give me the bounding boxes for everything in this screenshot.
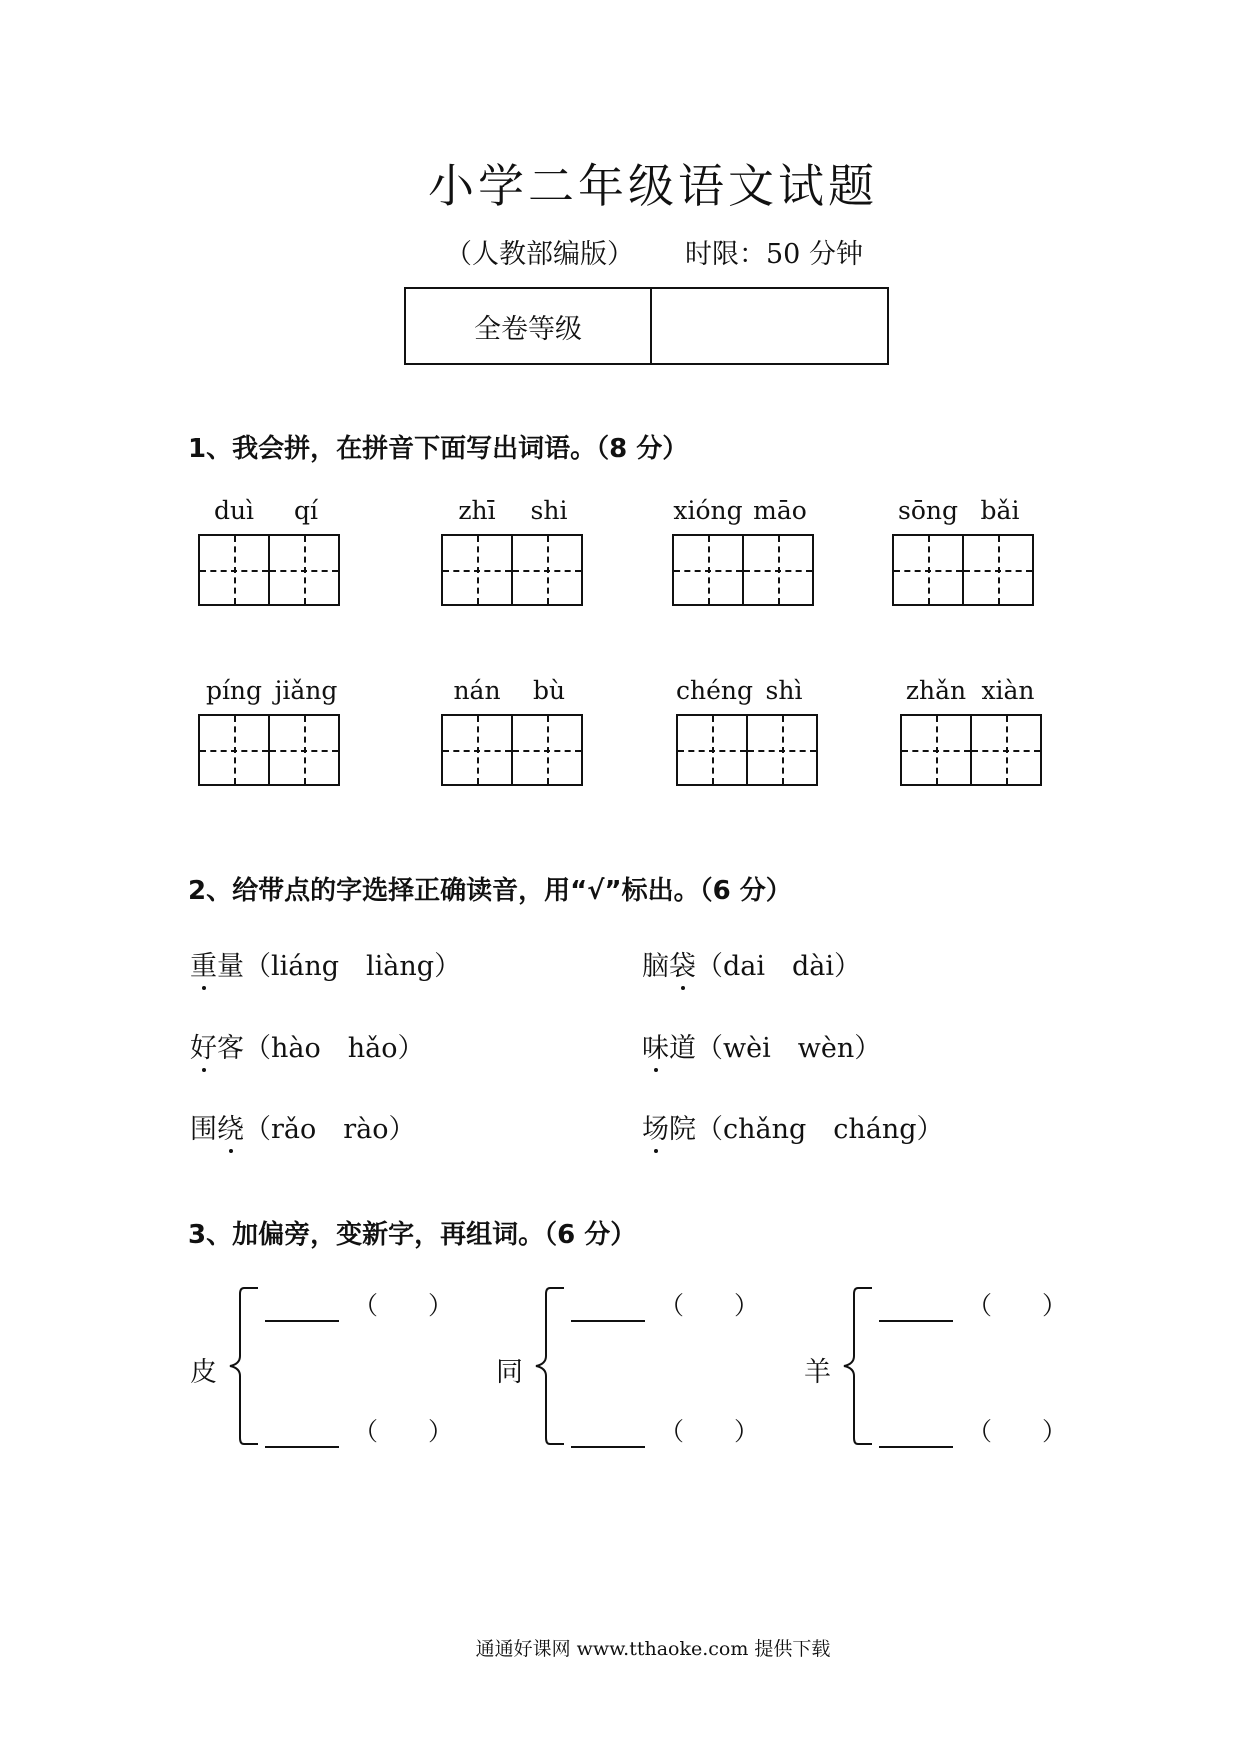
- pinyin-syllable: nán: [453, 676, 501, 705]
- tianzige-boxes: [441, 714, 585, 786]
- grade-value-cell[interactable]: [652, 289, 887, 363]
- pinyin-syllable: zhǎn: [905, 676, 967, 705]
- pinyin-syllable: zhī: [458, 496, 496, 525]
- word-paren[interactable]: （ ）: [659, 1291, 760, 1320]
- pinyin-syllable: shì: [765, 676, 803, 705]
- word-rest: 道: [669, 1033, 696, 1064]
- answer-blank[interactable]: [879, 1422, 953, 1448]
- dotted-char: 场: [642, 1114, 669, 1145]
- answer-blank[interactable]: [265, 1422, 339, 1448]
- tianzige-boxes: [676, 714, 820, 786]
- word-rest: 客: [217, 1033, 244, 1064]
- pinyin-syllable: duì: [213, 496, 255, 525]
- writing-cell[interactable]: [892, 534, 964, 606]
- dotted-char: 好: [190, 1033, 217, 1064]
- pinyin-syllable: māo: [753, 496, 807, 525]
- q2-item: [190, 1107, 416, 1146]
- brace-icon: [528, 1286, 568, 1446]
- q3-row: [571, 1286, 759, 1322]
- q3-heading: 3、加偏旁，变新字，再组词。（6 分）: [188, 1220, 637, 1250]
- pinyin-syllable: xióng: [673, 496, 743, 525]
- pinyin-syllable: jiǎng: [274, 676, 338, 705]
- pinyin-syllable: shi: [530, 496, 568, 525]
- tianzige-boxes: [900, 714, 1044, 786]
- writing-cell[interactable]: [962, 534, 1034, 606]
- writing-cell[interactable]: [672, 534, 744, 606]
- q2-item: [190, 944, 461, 983]
- writing-cell[interactable]: [970, 714, 1042, 786]
- q2-item: [642, 1026, 881, 1065]
- writing-cell[interactable]: [441, 534, 513, 606]
- q2-item: [190, 1026, 424, 1065]
- pinyin-syllable: chéng: [676, 676, 754, 705]
- word-paren[interactable]: （ ）: [659, 1417, 760, 1446]
- brace-icon: [836, 1286, 876, 1446]
- edition-label: （人教部编版）: [445, 239, 634, 270]
- pinyin-syllable: sōng: [898, 496, 958, 525]
- word-rest: 量: [217, 951, 244, 982]
- answer-blank[interactable]: [265, 1296, 339, 1322]
- q2-heading: 2、给带点的字选择正确读音，用“√”标出。（6 分）: [188, 876, 792, 906]
- dotted-char: 重: [190, 951, 217, 982]
- writing-cell[interactable]: [511, 534, 583, 606]
- reading-options[interactable]: （hào hǎo）: [244, 1033, 425, 1064]
- q2-item: [642, 944, 861, 983]
- answer-blank[interactable]: [879, 1296, 953, 1322]
- writing-cell[interactable]: [746, 714, 818, 786]
- writing-cell[interactable]: [268, 534, 340, 606]
- base-char: 同: [496, 1357, 523, 1388]
- dotted-char: 袋: [669, 951, 696, 982]
- reading-options[interactable]: （liáng liàng）: [244, 951, 462, 982]
- word-prefix: 脑: [642, 951, 669, 982]
- pinyin-syllable: píng: [205, 676, 263, 705]
- reading-options[interactable]: （rǎo rào）: [244, 1114, 416, 1145]
- word-paren[interactable]: （ ）: [967, 1417, 1068, 1446]
- writing-cell[interactable]: [676, 714, 748, 786]
- writing-cell[interactable]: [900, 714, 972, 786]
- q3-row: [265, 1412, 453, 1448]
- writing-cell[interactable]: [742, 534, 814, 606]
- q3-row: [879, 1412, 1067, 1448]
- q2-item: [642, 1107, 944, 1146]
- dotted-char: 味: [642, 1033, 669, 1064]
- word-rest: 院: [669, 1114, 696, 1145]
- pinyin-syllable: bǎi: [980, 496, 1020, 525]
- q3-item: [496, 1286, 796, 1456]
- q1-heading: 1、我会拼，在拼音下面写出词语。（8 分）: [188, 434, 689, 464]
- footer-credit: 通通好课网 www.tthaoke.com 提供下载: [475, 1638, 831, 1660]
- reading-options[interactable]: （dai dài）: [696, 951, 862, 982]
- pinyin-syllable: qí: [294, 496, 318, 525]
- pinyin-syllable: bù: [532, 676, 566, 705]
- q3-row: [265, 1286, 453, 1322]
- writing-cell[interactable]: [198, 714, 270, 786]
- grade-label: 全卷等级: [406, 289, 652, 363]
- base-char: 皮: [190, 1357, 217, 1388]
- word-paren[interactable]: （ ）: [967, 1291, 1068, 1320]
- base-char: 羊: [804, 1357, 831, 1388]
- word-paren[interactable]: （ ）: [353, 1417, 454, 1446]
- q3-row: [879, 1286, 1067, 1322]
- tianzige-boxes: [198, 714, 342, 786]
- writing-cell[interactable]: [198, 534, 270, 606]
- q3-item: [804, 1286, 1104, 1456]
- reading-options[interactable]: （chǎng cháng）: [696, 1114, 944, 1145]
- q3-item: [190, 1286, 490, 1456]
- dotted-char: 绕: [217, 1114, 244, 1145]
- word-prefix: 围: [190, 1114, 217, 1145]
- writing-cell[interactable]: [268, 714, 340, 786]
- answer-blank[interactable]: [571, 1422, 645, 1448]
- grade-table: [404, 287, 889, 365]
- answer-blank[interactable]: [571, 1296, 645, 1322]
- tianzige-boxes: [198, 534, 342, 606]
- writing-cell[interactable]: [441, 714, 513, 786]
- tianzige-boxes: [672, 534, 816, 606]
- page-title: 小学二年级语文试题: [428, 159, 878, 213]
- word-paren[interactable]: （ ）: [353, 1291, 454, 1320]
- pinyin-syllable: xiàn: [981, 676, 1035, 705]
- tianzige-boxes: [441, 534, 585, 606]
- tianzige-boxes: [892, 534, 1036, 606]
- reading-options[interactable]: （wèi wèn）: [696, 1033, 882, 1064]
- q3-row: [571, 1412, 759, 1448]
- brace-icon: [222, 1286, 262, 1446]
- writing-cell[interactable]: [511, 714, 583, 786]
- time-limit: 时限：50 分钟: [685, 239, 863, 270]
